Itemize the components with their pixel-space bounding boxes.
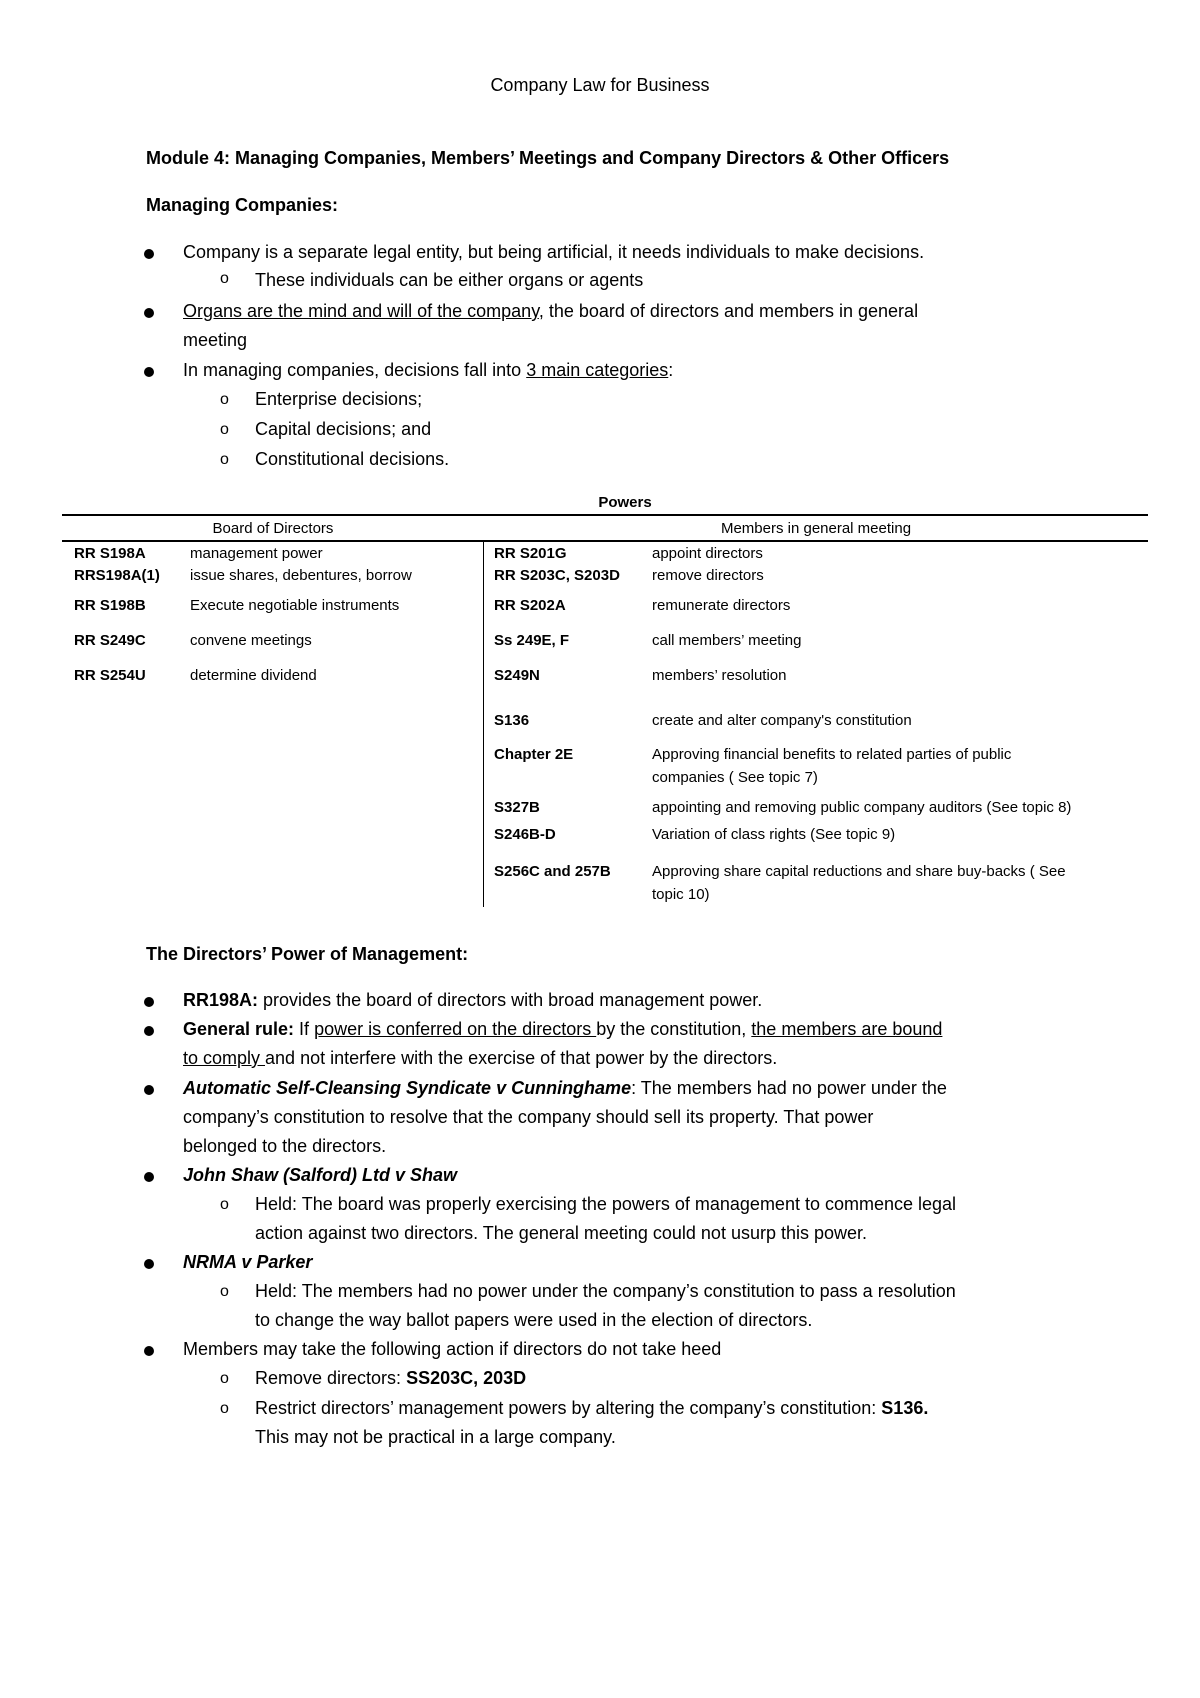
board-ref: RR S198A [74, 545, 146, 562]
members-action-restrict [255, 1394, 928, 1423]
bullet-text: Restrict directors’ management powers by altering the company’s constitution: [255, 1398, 882, 1418]
category-capital: Capital decisions; and [255, 419, 432, 439]
members-power: remove directors [652, 567, 764, 584]
directors-bullet-cunninghame-l3: belonged to the directors. [183, 1136, 387, 1156]
underlined-phrase: power is conferred on the directors [314, 1019, 597, 1039]
members-power: remunerate directors [652, 597, 791, 614]
members-ref: S136 [494, 712, 530, 729]
members-ref: S249N [494, 667, 540, 684]
members-action-restrict-l2: This may not be practical in a large company. [255, 1427, 616, 1447]
board-power: Execute negotiable instruments [190, 597, 400, 614]
bullet-text: provides the board of directors with broad management power. [258, 990, 763, 1010]
board-power: convene meetings [190, 632, 312, 649]
members-ref: RR S202A [494, 597, 566, 614]
sub-marker: o [220, 391, 229, 408]
bullet-text: : The members had no power under the [631, 1078, 947, 1098]
case-name: Automatic Self-Cleansing Syndicate v Cunninghame [183, 1078, 632, 1098]
directors-bullet-cunninghame [183, 1074, 947, 1103]
bullet-marker [144, 1172, 154, 1182]
document-title: Company Law for Business [490, 75, 710, 95]
sub-marker: o [220, 1283, 229, 1300]
underlined-phrase: 3 main categories [526, 360, 669, 380]
members-ref: RR S201G [494, 545, 567, 562]
case-name: NRMA v Parker [183, 1252, 313, 1272]
bullet-marker [144, 308, 154, 318]
directors-bullet-general-rule [183, 1015, 942, 1044]
board-ref: RR S249C [74, 632, 146, 649]
bullet-marker [144, 367, 154, 377]
members-power-cont: companies ( See topic 7) [652, 769, 818, 786]
table-top-rule [62, 514, 1148, 516]
table-column-divider [483, 541, 484, 907]
category-constitutional: Constitutional decisions. [255, 449, 450, 469]
col-header-board: Board of Directors [212, 520, 334, 537]
managing-bullet-3-start: In managing companies, decisions fall into [183, 360, 527, 380]
directors-bullet-rr198a [183, 986, 762, 1015]
category-enterprise: Enterprise decisions; [255, 389, 423, 409]
managing-heading: Managing Companies: [146, 195, 339, 215]
members-power: Variation of class rights (See topic 9) [652, 826, 896, 843]
members-power: Approving share capital reductions and share buy-backs ( See [652, 863, 1066, 880]
section-ref: SS203C, 203D [406, 1368, 527, 1388]
board-ref: RRS198A(1) [74, 567, 160, 584]
bullet-marker [144, 1026, 154, 1036]
bullet-marker [144, 249, 154, 259]
managing-bullet-3-end: : [668, 360, 674, 380]
john-shaw-held-l1: Held: The board was properly exercising the powers of management to commence legal [255, 1194, 957, 1214]
sub-marker: o [220, 421, 229, 438]
directors-bullet-members-action: Members may take the following action if directors do not take heed [183, 1339, 722, 1359]
directors-bullet-john-shaw [183, 1161, 457, 1190]
underlined-phrase: to comply [183, 1048, 266, 1068]
sub-marker: o [220, 270, 229, 287]
members-ref: RR S203C, S203D [494, 567, 620, 584]
board-ref: RR S198B [74, 597, 146, 614]
managing-bullet-2-rest: , the board of directors and members in general [538, 301, 919, 321]
members-ref: Ss 249E, F [494, 632, 570, 649]
members-ref: S246B-D [494, 826, 556, 843]
managing-bullet-3 [183, 356, 673, 385]
rule-label: General rule: [183, 1019, 295, 1039]
managing-bullet-1-sub: These individuals can be either organs or agents [255, 270, 644, 290]
section-ref: RR198A: [183, 990, 259, 1010]
sub-marker: o [220, 1370, 229, 1387]
members-power: appointing and removing public company auditors (See topic 8) [652, 799, 1072, 816]
bullet-text: and not interfere with the exercise of that power by the directors. [265, 1048, 778, 1068]
bullet-marker [144, 1346, 154, 1356]
directors-bullet-nrma [183, 1248, 312, 1277]
nrma-held-l2: to change the way ballot papers were used in the election of directors. [255, 1310, 813, 1330]
members-power: members’ resolution [652, 667, 787, 684]
bullet-marker [144, 1259, 154, 1269]
case-name: John Shaw (Salford) Ltd v Shaw [183, 1165, 458, 1185]
module-heading: Module 4: Managing Companies, Members’ Meetings and Company Directors & Other Officers [146, 148, 950, 168]
managing-bullet-2-cont: meeting [183, 330, 248, 350]
sub-marker: o [220, 1196, 229, 1213]
board-power: issue shares, debentures, borrow [190, 567, 412, 584]
members-ref: S327B [494, 799, 540, 816]
underlined-phrase: the members are bound [751, 1019, 943, 1039]
board-ref: RR S254U [74, 667, 146, 684]
underlined-phrase: Organs are the mind and will of the company [183, 301, 539, 321]
members-ref: S256C and 257B [494, 863, 611, 880]
bullet-marker [144, 997, 154, 1007]
sub-marker: o [220, 1400, 229, 1417]
members-action-remove [255, 1364, 526, 1393]
bullet-marker [144, 1085, 154, 1095]
members-power: create and alter company's constitution [652, 712, 912, 729]
managing-bullet-1: Company is a separate legal entity, but being artificial, it needs individuals to make decisions. [183, 242, 925, 262]
members-power: Approving financial benefits to related parties of public [652, 746, 1012, 763]
col-header-members: Members in general meeting [720, 520, 912, 537]
directors-bullet-general-rule-cont [183, 1044, 777, 1073]
table-header-rule [62, 540, 1148, 542]
bullet-text: Remove directors: [255, 1368, 407, 1388]
bullet-text: If [294, 1019, 315, 1039]
john-shaw-held-l2: action against two directors. The general meeting could not usurp this power. [255, 1223, 868, 1243]
directors-section-heading: The Directors’ Power of Management: [146, 944, 469, 964]
members-power-cont: topic 10) [652, 886, 710, 903]
sub-marker: o [220, 451, 229, 468]
section-ref: S136. [881, 1398, 929, 1418]
powers-table-title: Powers [598, 494, 652, 511]
members-power: call members’ meeting [652, 632, 802, 649]
members-power: appoint directors [652, 545, 763, 562]
board-power: determine dividend [190, 667, 317, 684]
managing-bullet-2 [183, 297, 918, 326]
directors-bullet-cunninghame-l2: company’s constitution to resolve that the company should sell its property. That power [183, 1107, 874, 1127]
nrma-held-l1: Held: The members had no power under the company’s constitution to pass a resolution [255, 1281, 956, 1301]
members-ref: Chapter 2E [494, 746, 574, 763]
board-power: management power [190, 545, 323, 562]
bullet-text: by the constitution, [596, 1019, 752, 1039]
